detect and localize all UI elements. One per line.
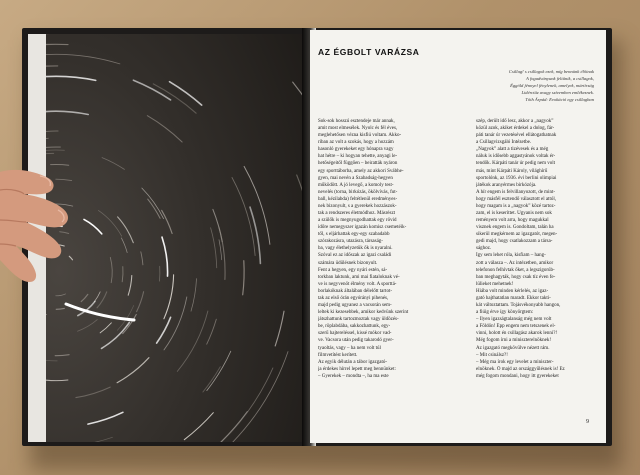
- text-line: ja érdekes hírrel lepett meg bennünket:: [318, 366, 396, 372]
- hand-holding-page: [0, 150, 90, 325]
- text-line: – Ilyen igazságtalanság még nem volt: [476, 317, 552, 323]
- text-line: tendők. Kárpáti tanár úr pedig nem volt: [476, 161, 556, 167]
- text-line: sportolónk, az 1936. évi berlini olimpiai: [476, 175, 557, 181]
- text-line: közül azok, akiket érdekel a dolog, fár-: [476, 126, 555, 132]
- text-line: amit most elmesélek. Nyolc és fél éves,: [318, 126, 398, 132]
- text-line: a szülők is megnyugodhattak egy rövid: [318, 218, 397, 224]
- text-line: ban meghagyták, hogy csak tíz éven fe-: [476, 274, 556, 280]
- text-line: Fent a hegyen, egy nyári estén, sá-: [318, 267, 388, 273]
- text-line: visznek engem is. Gondoltam, talán ha: [476, 225, 554, 231]
- page-number: 9: [586, 419, 589, 425]
- text-line: páti tanár úr vezetésével ellátogathatnak: [476, 133, 557, 139]
- text-line: ba, vagy élethelyzetük ők is nyaralni.: [318, 246, 393, 252]
- text-line: a Földön! Épp engem nem tetszenek el-: [476, 324, 556, 330]
- text-line: ball, kézilabda) feltétlenül eredményes-: [318, 196, 398, 202]
- text-line: riban az volt a szokás, hogy a hozzám: [318, 140, 394, 146]
- text-line: borlakóknak általában délelőtt tartot-: [318, 288, 392, 294]
- text-line: játszhattunk tartozmoztak vagy üldözés-: [318, 317, 399, 323]
- text-line: Még fogom írni a miniszterelnöknek!: [476, 338, 551, 344]
- text-line: sikerül megkérnem az igazgatót, megen-: [476, 232, 558, 238]
- text-line: szórakozásra, utazásra, társaság-: [318, 239, 383, 245]
- text-line: „Nagyok” alatt a tizévesek és a még: [476, 147, 549, 153]
- epigraph-line: Csillag! s csillagok ezek, míg bennünk élőinak: [508, 69, 594, 74]
- text-line: nek bizonyult, s a gyerekek hozzászok-: [318, 203, 397, 209]
- text-line: tak a rendszeres életmódhoz. Másrészt: [318, 211, 396, 217]
- text-line: Hiába volt minden kérlelés, az igaz-: [476, 288, 549, 294]
- text-line: majd pedig ugyanez a vacsorán sem-: [318, 303, 392, 309]
- text-line: reményem volt arra, hogy magukkal: [476, 218, 549, 224]
- text-line: telefonon felhívtak őket, a legszigorúb-: [476, 267, 555, 273]
- text-line: kát változtattam. Tojásvékonyabb hangon,: [476, 303, 561, 309]
- epigraph-line: A fogadványunk feltűnik, a csillagok,: [525, 76, 594, 81]
- text-line: Az igazgató megkövülve nézett rám.: [476, 345, 550, 351]
- text-line: leltek ki kezesebbek, amikor kedvünk szerint: [318, 310, 409, 316]
- text-line: hetőségeitől függően – beiratták nyáron: [318, 161, 398, 167]
- text-line: működött. A jó levegő, a komoly test-: [318, 182, 394, 188]
- text-line: hogy másfél esztendő választott el attól,: [476, 196, 556, 202]
- text-line: filmvetítést kerített.: [318, 352, 358, 358]
- chapter-title: AZ ÉGBOLT VARÁZSA: [318, 47, 420, 57]
- text-column-right: [476, 118, 606, 380]
- text-line: vinni, holott én csillagász akarok lenni?!: [476, 331, 558, 337]
- text-line: a Csillagvizsgáló Intézetbe.: [476, 140, 532, 146]
- text-line: szerű hajtereléssel, kissé mókor vad-: [318, 331, 392, 337]
- text-line: A hír engem is felvillanyozott, de mint-: [476, 189, 556, 195]
- text-line: – Mit csinálsz?!: [476, 352, 508, 358]
- text-line: náluk is idősebb aggastyánok voltak ér-: [476, 154, 556, 160]
- text-line: egy sporttáborba, amely az akkori Svábhe-: [318, 168, 404, 174]
- epigraph-line: Tóth Árpád: Evokáció egy csillagban: [525, 97, 594, 102]
- text-line: – Még ma írok egy levelet a miniszter-: [476, 359, 554, 365]
- text-line: zam, el is keseríttet. Ugyanis nem sok: [476, 211, 552, 217]
- text-line: Így sem lehet róla, kisfiam – hang-: [476, 253, 546, 259]
- text-line: még fogom mondani, hogy itt gyerekeket: [476, 373, 559, 379]
- text-line: lülieket mehetnek!: [476, 281, 514, 287]
- text-line: hasonló gyerekeket egy hónapra vagy: [318, 147, 394, 153]
- text-line: nevelés (torna, birkózás, ökölvívás, fut-: [318, 189, 398, 195]
- text-line: más, mint Kárpáti Károly, világhírű: [476, 168, 548, 174]
- text-line: be, röplabdába, sakkozhattunk, egy-: [318, 324, 391, 330]
- text-line: meglehetősen vézna kisfiú voltam. Akko-: [318, 133, 402, 139]
- text-line: től, s eljárhattak egy-egy szabadabb: [318, 232, 390, 238]
- epigraph-line: Lidérctűz avagy szívemben emlékeznek.: [521, 90, 594, 95]
- text-line: időre nemegyszer igazán komisz csemetéik-: [318, 225, 407, 231]
- text-column-left: [318, 118, 448, 380]
- text-line: elnöknek. Ő majd az országgyűlésnek is! Ez: [476, 366, 565, 372]
- text-line: Sok-sok hosszú esztendeje már annak,: [318, 119, 395, 124]
- text-line: sághoz.: [476, 246, 492, 252]
- text-line: hat hétre – ki hogyan tehette, anyagi le-: [318, 154, 398, 160]
- text-line: játékok aranyérmes birkózója.: [476, 182, 537, 188]
- text-line: gató hajthatatlan maradt. Ekkor takti-: [476, 295, 551, 301]
- text-line: tak az első órán egyórányi pihenés,: [318, 295, 389, 301]
- text-line: Az egyik délután a tábor igazgató-: [318, 359, 387, 365]
- text-line: gyen, mai nevén a Szabadság-hegyen: [318, 175, 393, 181]
- text-line: szép, derült idő lesz, akkor a „nagyok”: [476, 119, 554, 124]
- text-line: számára üdülésnek bizonyult.: [318, 260, 378, 266]
- text-line: Szóval ez az időszak az igazi családi: [318, 253, 392, 259]
- text-line: – Gyerekek – mondta –, ha ma este: [318, 373, 389, 379]
- text-line: ve. Vacsora után pedig takarodó gyer-: [318, 338, 394, 344]
- text-line: ve is negyvenöt élmény volt. A sporttá-: [318, 281, 397, 287]
- text-line: tyaoltás, vagy – ha nem volt túl: [318, 345, 381, 351]
- epigraph-line: Éggöld fénnyel fénylenek, amelyek, mártírság: [510, 83, 594, 88]
- text-line: torkban laktunk, ami mai fiataloknak vé-: [318, 274, 400, 280]
- text-line: gedi majd, hogy csatlakozzam a társa-: [476, 239, 553, 245]
- text-line: a fiúig érve így könyörgtem:: [476, 310, 534, 316]
- text-line: zott a válasza –. Az intézetben, amikor: [476, 260, 554, 266]
- text-line: hogy magam is a „nagyok” közé tartoz-: [476, 203, 556, 209]
- epigraph: [462, 68, 594, 103]
